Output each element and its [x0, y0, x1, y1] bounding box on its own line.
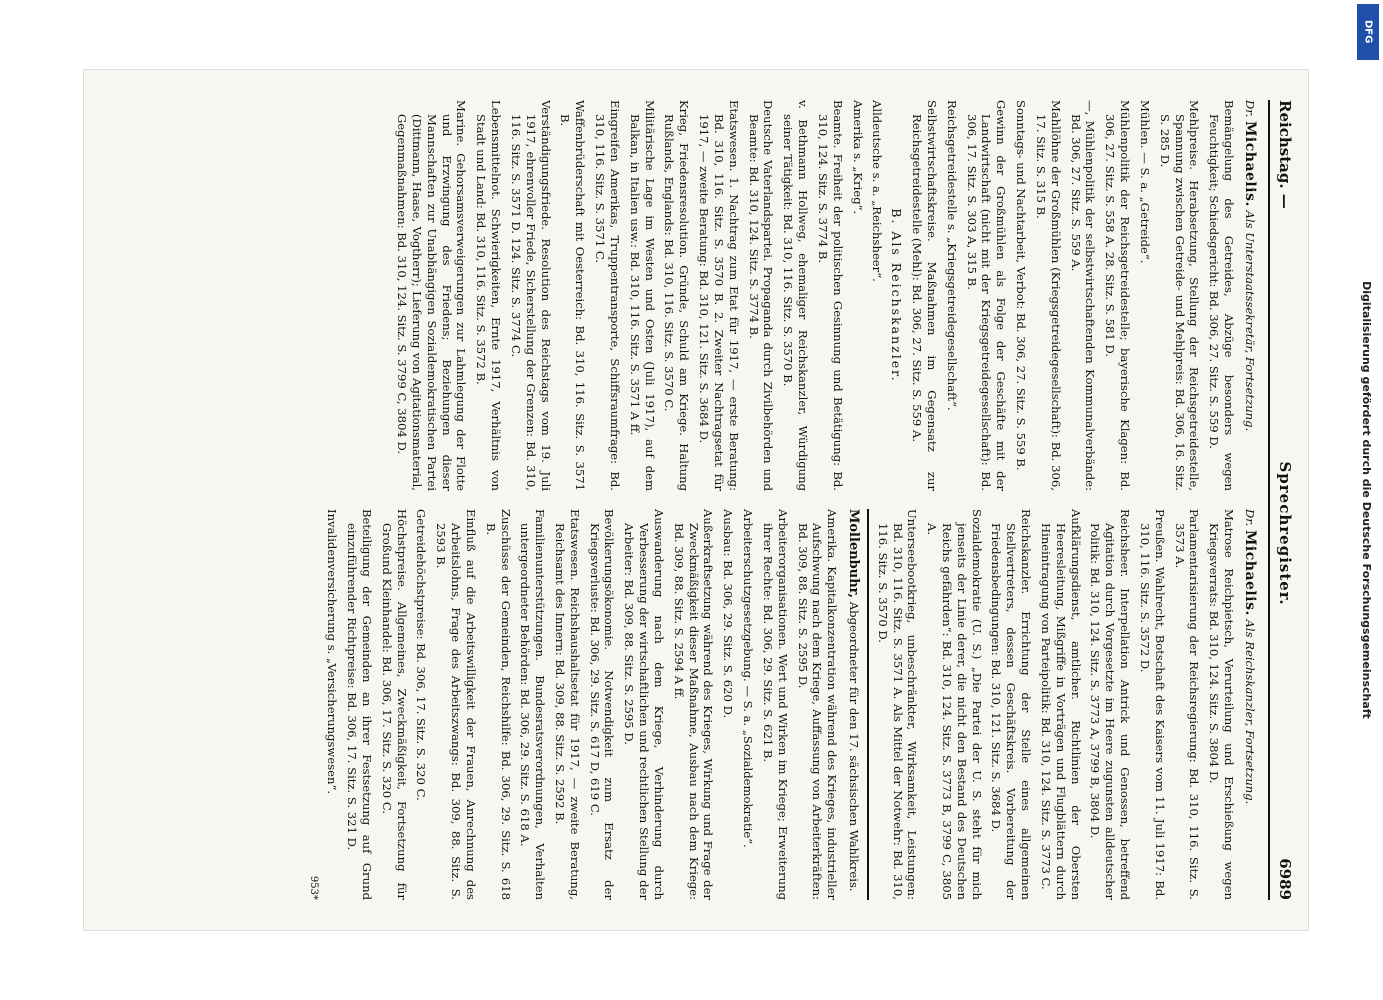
right-column: [114, 509, 1264, 900]
index-entry: Marine. Gehorsamsverweigerungen zur Lahmlegung der Flotte und Erzwingung des Friedens; Beziehungen dieser Mannschaften zur Unabhängigen Sozialdemokratischen Partei (Dittmann, Haase, Vogtherr); Lieferung von Agitationsmaterial, Gegenmaßnahmen: Bd. 310, 124. Sitz. S. 3799 C, 3804 D.: [395, 100, 469, 491]
index-entry: Außerkraftsetzung während des Krieges, Wirkung und Frage der Zweckmäßigkeit dieser Maßnahme, Ausbau nach dem Kriege: Bd. 309, 88. Sitz. S. 2594 A ff.: [671, 509, 716, 900]
index-entry: Reichskanzler. Errichtung der Stelle eines allgemeinen Stellvertreters, dessen Geschäftskreis. Vorbereitung der Friedensbedingungen: Bd. 310, 121. Sitz. S. 3684 D.: [989, 509, 1034, 900]
index-entry: Etatswesen. Reichshaushaltsetat für 1917, — zweite Beratung, Reichsamt des Innern: Bd. 309, 88. Sitz. S. 2592 B.: [553, 509, 582, 900]
index-entry: Auswanderung nach dem Kriege, Verhinderung durch Verbesserung der wirtschaftlichen und rechtlichen Stellung der Arbeiter: Bd. 309, 88. Sitz. S. 2595 D.: [622, 509, 666, 900]
index-entry: Höchstpreise. Allgemeines, Zweckmäßigkeit, Fortsetzung für Großund Kleinhandel: Bd. 306, 17. Sitz. S. 320 C.: [379, 509, 409, 900]
left-entries-b: [394, 100, 884, 491]
index-entry: Bemängelung des Getreides, Abzüge besonders wegen Feuchtigkeit; Schiedsgericht: Bd. 306, 27. Sitz. S. 559 D.: [1207, 100, 1237, 491]
header-center: Sprechregister.: [1276, 461, 1294, 606]
page-number: 6989: [1276, 858, 1294, 900]
index-entry: Mehlpreise. Herabsetzung, Stellung der Reichsgetreidestelle, Spannung zwischen Getreide- und Mehlpreis: Bd. 306, 16. Sitz. S. 285 D.: [1157, 100, 1202, 491]
index-entry: Beamte. Freiheit der politischen Gesinnung und Betätigung: Bd. 310, 124. Sitz. S. 3774 B.: [815, 100, 845, 491]
index-entry: Sonntags- und Nachtarbeit, Verbot: Bd. 306, 27. Sitz. S. 559 B.: [1014, 100, 1029, 471]
index-entry: —, Mühlenpolitik der selbstwirtschaftenden Kommunalverbände: Bd. 306, 27. Sitz. S. 559 A.: [1068, 100, 1098, 491]
digitization-stamp-text: Digitalisierung gefördert durch die Deutsche Forschungsgemeinschaft: [1360, 281, 1373, 719]
index-entry: Bevölkerungsökonomie. Notwendigkeit zum Ersatz der Kriegsverluste: Bd. 306, 29. Sitz. S. 617 D, 619 C.: [587, 509, 617, 900]
index-entry: Einfluß auf die Arbeitswilligkeit der Frauen, Anrechnung des Arbeitslohns, Frage des Arbeitszwangs: Bd. 309, 88. Sitz. S. 2593 B.: [434, 509, 478, 900]
index-entry: Reichsgetreidestelle s. „Kriegsgetreidegesellschaft“.: [944, 100, 959, 411]
index-entry: Mühlen. — S. a. „Getreide“.: [1137, 100, 1152, 264]
header-left: Reichstag. —: [1276, 100, 1294, 209]
index-entry: Arbeiterschutzgesetzgebung. — S. a. „Sozialdemokratie“.: [741, 509, 756, 848]
index-entry: Unterseebootkrieg, unbeschränkter, Wirksamkeit, Leistungen: Bd. 310, 116. Sitz. S. 3571 A. Als Mittel der Notwehr: Bd. 310, 116. Sitz. S. 3570 D.: [875, 509, 920, 900]
footnote-mark: 953*: [308, 875, 320, 900]
right-title-role: Als Reichskanzler, Fortsetzung.: [1243, 619, 1257, 805]
index-entry: Amerika s. „Krieg“.: [850, 100, 865, 215]
index-entry: Preußen. Wahlrecht, Botschaft des Kaisers vom 11. Juli 1917: Bd. 310, 116. Sitz. S. 3572 D.: [1137, 509, 1167, 900]
left-column-title: [1240, 100, 1258, 491]
index-entry: Reichsheer. Interpellation Antrick und Genossen, betreffend Agitation durch Vorgesetzte im Heere zugunsten alldeutscher Politik: Bd. 310, 124. Sitz. S. 3773 A, 3799 B, 3804 D.: [1088, 509, 1133, 900]
index-entry: Familienunterstützungen. Bundesratsverordnungen, Verhalten untergeordneter Behörden: Bd. 306, 29. Sitz. S. 618 A.: [518, 509, 548, 900]
left-entries: [909, 100, 1236, 491]
index-entry: Selbstwirtschaftskreise. Maßnahmen im Gegensatz zur Reichsgetreidestelle (Mehl): Bd. 306, 27. Sitz. S. 559 A.: [910, 100, 940, 491]
left-title-dr: Dr.: [1243, 100, 1257, 118]
index-entry: Ausbau: Bd. 306, 29. Sitz. S. 620 D.: [721, 509, 736, 719]
index-entry: Verständigungsfriede. Resolution des Reichstags vom 19. Juli 1917, ehrenvoller Friede, Sicherstellung der Grenzen: Bd. 310, 116. Sitz. S. 3571 D. 124. Sitz. S. 3774 C.: [508, 100, 553, 491]
page-header: [1268, 100, 1294, 900]
person2-name: Mollenbuhr,: [845, 509, 861, 599]
left-title-name: Michaelis.: [1242, 120, 1258, 207]
scanned-page: [84, 70, 1308, 930]
index-entry: Matrose Reichpietsch, Verurteilung und Erschießung wegen Kriegsverrats: Bd. 310, 124. Sitz. S. 3804 D.: [1207, 509, 1237, 900]
right-entries: [875, 509, 1236, 900]
index-entry: Invalidenversicherung s. „Versicherungswesen“.: [325, 509, 340, 795]
index-entry: Aufklärungsdienst, amtlicher. Richtlinien der Obersten Heeresleitung, Mißgriffe in Vorträgen und Flugblättern durch Hineintragung von Parteipolitik: Bd. 310, 124. Sitz. S. 3773 C.: [1038, 509, 1083, 900]
index-entry: Sozialdemokratie (U. S.) „Die Partei der U. S. steht für mich jenseits der Linie derer, die nicht den Bestand des Deutschen Reichs gefährden“: Bd. 310, 124. Sitz. S. 3773 B, 3799 C, 3805 A.: [925, 509, 984, 900]
index-entry: Zuschüsse der Gemeinden, Reichshilfe: Bd. 306, 29. Sitz. S. 618 B.: [483, 509, 513, 900]
index-entry: Alldeutsche s. a. „Reichsheer“.: [870, 100, 885, 282]
right-title-name: Michaelis.: [1242, 529, 1258, 616]
index-entry: v. Bethmann Hollweg, ehemaliger Reichskanzler, Würdigung seiner Tätigkeit: Bd. 310, 116. Sitz. S. 3570 B.: [781, 100, 811, 491]
sub-heading: B. Als Reichskanzler.: [889, 208, 905, 383]
index-entry: Lebensmittelnot. Schwierigkeiten, Ernte 1917, Verhältnis von Stadt und Land: Bd. 310, 116. Sitz. S. 3572 B.: [474, 100, 504, 491]
columns: [114, 100, 1264, 900]
right-entries-2: [324, 509, 839, 900]
dfg-logo: DFG: [1357, 4, 1379, 60]
index-entry: Mahllöhne der Großmühlen (Kriegsgetreidegesellschaft): Bd. 306, 17. Sitz. S. 315 B.: [1033, 100, 1063, 491]
person2-heading: [844, 509, 861, 900]
index-entry: Deutsche Vaterlandspartei. Propaganda durch Zivilbehörden und Beamte: Bd. 310, 124. Sitz. S. 3774 B.: [746, 100, 776, 491]
right-column-title: [1240, 509, 1258, 900]
index-entry: Krieg, Friedensresolution. Gründe, Schuld am Kriege. Haltung Rußlands, Englands: Bd. 310, 116. Sitz. S. 3570 C.: [662, 100, 692, 491]
index-entry: Parlamentarisierung der Reichsregierung: Bd. 310, 116. Sitz. S. 3573 A.: [1172, 509, 1202, 900]
index-entry: Getreidehöchstpreise: Bd. 306, 17. Sitz. S. 320 C.: [414, 509, 429, 801]
index-entry: Beteiligung der Gemeinden an ihrer Festsetzung auf Grund einzuführender Richtpreise: Bd. 306, 17. Sitz. S. 321 D.: [345, 509, 374, 900]
index-entry: Gewinn der Großmühlen als Folge der Geschäfte mit der Landwirtschaft (nicht mit der Kriegsgetreidegesellschaft): Bd. 306, 17. Sitz. S. 303 A, 315 B.: [964, 100, 1009, 491]
page-content: [84, 70, 1308, 930]
index-entry: Eingreifen Amerikas, Truppentransporte, Schiffsraumfrage: Bd. 310, 116. Sitz. S. 3571 C.: [593, 100, 622, 491]
index-entry: Waffenbrüderschaft mit Oesterreich: Bd. 310, 116. Sitz. S. 3571 B.: [558, 100, 588, 491]
index-entry: Militärische Lage im Westen und Osten (Juli 1917), auf dem Balkan, in Italien usw.: Bd. 310, 116. Sitz. S. 3571 A ff.: [627, 100, 657, 491]
right-title-dr: Dr.: [1243, 509, 1257, 527]
left-column: [114, 100, 1264, 491]
index-entry: Arbeiterorganisationen. Wert und Wirken im Kriege; Erweiterung ihrer Rechte: Bd. 306, 29. Sitz. S. 621 B.: [760, 509, 790, 900]
index-entry: Amerika. Kapitalkonzentration während des Krieges, industrieller Aufschwung nach dem Kriege, Auffassung von Arbeiterkräften: Bd. 309, 88. Sitz. S. 2595 D.: [795, 509, 840, 900]
index-entry: Mühlenpolitik der Reichsgetreidestelle; bayerische Klagen: Bd. 306, 27. Sitz. S. 558 A. 28. Sitz. S. 581 D.: [1103, 100, 1133, 491]
left-title-role: Als Unterstaatssekretär, Fortsetzung.: [1243, 210, 1257, 432]
index-entry: Etatswesen. 1. Nachtrag zum Etat für 1917, — erste Beratung: Bd. 310, 116. Sitz. S. 3570 B. 2. Zweiter Nachtragsetat für 1917, — zweite Beratung: Bd. 310, 121. Sitz. S. 3684 D.: [697, 100, 741, 491]
person2-role: Abgeordneter für den 17. sächsischen Wahlkreis.: [846, 601, 861, 892]
section-divider: [867, 509, 869, 900]
digitization-stamp: [1353, 6, 1379, 994]
